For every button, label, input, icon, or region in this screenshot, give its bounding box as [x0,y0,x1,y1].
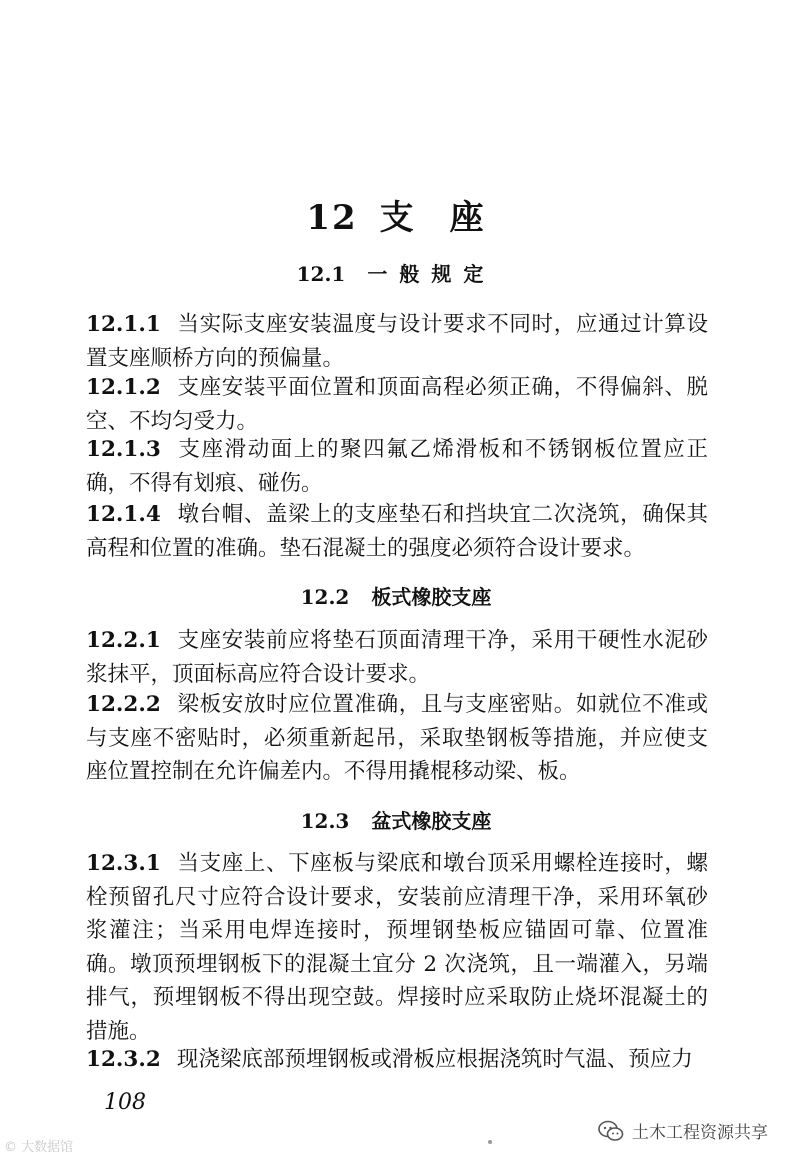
clause-12-1-3 [86,433,708,500]
page-number: 108 [104,1090,146,1115]
clause-number: 12.3.2 [86,1047,161,1072]
scan-speck [488,1140,492,1144]
clause-12-3-2 [86,1043,708,1077]
section-heading: 盆式橡胶支座 [371,809,492,833]
clause-text: 支座安装平面位置和顶面高程必须正确，不得偏斜、脱空、不均匀受力。 [86,375,708,434]
clause-text: 当实际支座安装温度与设计要求不同时，应通过计算设置支座顺桥方向的预偏量。 [86,312,708,371]
clause-text: 梁板安放时应位置准确，且与支座密贴。如就位不准或与支座不密贴时，必须重新起吊，采取垫钢板等措施，并应使支座位置控制在允许偏差内。不得用撬棍移动梁、板。 [86,692,708,784]
clause-text: 支座滑动面上的聚四氟乙烯滑板和不锈钢板位置应正确，不得有划痕、碰伤。 [86,437,708,496]
chapter-title [0,190,792,239]
clause-number: 12.1.2 [86,375,161,400]
section-title-12-2 [0,581,792,610]
clause-text: 当支座上、下座板与梁底和墩台顶采用螺栓连接时，螺栓预留孔尺寸应符合设计要求，安装前应清理干净，采用环氧砂浆灌注；当采用电焊连接时，预埋钢垫板应锚固可靠、位置准确。墩顶预埋钢板下的混凝土宜分 2 次浇筑，且一端灌入，另端排气，预埋钢板不得出现空鼓。焊接时应采取防止烧坏混凝土的措施。 [86,851,708,1044]
clause-12-1-2 [86,371,708,438]
clause-number: 12.2.1 [86,628,161,653]
watermark-account-name: 土木工程资源共享 [632,1123,768,1143]
wechat-icon [598,1120,624,1142]
clause-number: 12.2.2 [86,692,161,717]
section-number: 12.3 [300,809,350,833]
clause-12-3-1 [86,847,708,1048]
watermark-right [598,1118,768,1143]
chapter-title-char-2: 座 [449,198,486,238]
clause-text: 支座安装前应将垫石顶面清理干净，采用干硬性水泥砂浆抹平，顶面标高应符合设计要求。 [86,628,708,687]
clause-12-1-1 [86,308,708,375]
section-heading: 一般规定 [367,262,496,286]
clause-12-1-4 [86,498,708,565]
clause-number: 12.1.1 [86,312,161,337]
chapter-title-char-1: 支 [379,198,416,238]
watermark-left: © 大数据馆 [4,1140,74,1155]
clause-number: 12.1.3 [86,437,161,462]
clause-text: 墩台帽、盖梁上的支座垫石和挡块宜二次浇筑，确保其高程和位置的准确。垫石混凝土的强度必须符合设计要求。 [86,502,708,561]
section-title-12-3 [0,805,792,834]
clause-12-2-1 [86,624,708,691]
clause-12-2-2 [86,688,708,789]
section-number: 12.1 [296,262,346,286]
section-title-12-1 [0,258,792,287]
clause-number: 12.1.4 [86,502,161,527]
chapter-number: 12 [306,198,358,238]
clause-text: 现浇梁底部预埋钢板或滑板应根据浇筑时气温、预应力 [176,1047,693,1072]
clause-number: 12.3.1 [86,851,161,876]
section-number: 12.2 [300,585,350,609]
section-heading: 板式橡胶支座 [371,585,492,609]
